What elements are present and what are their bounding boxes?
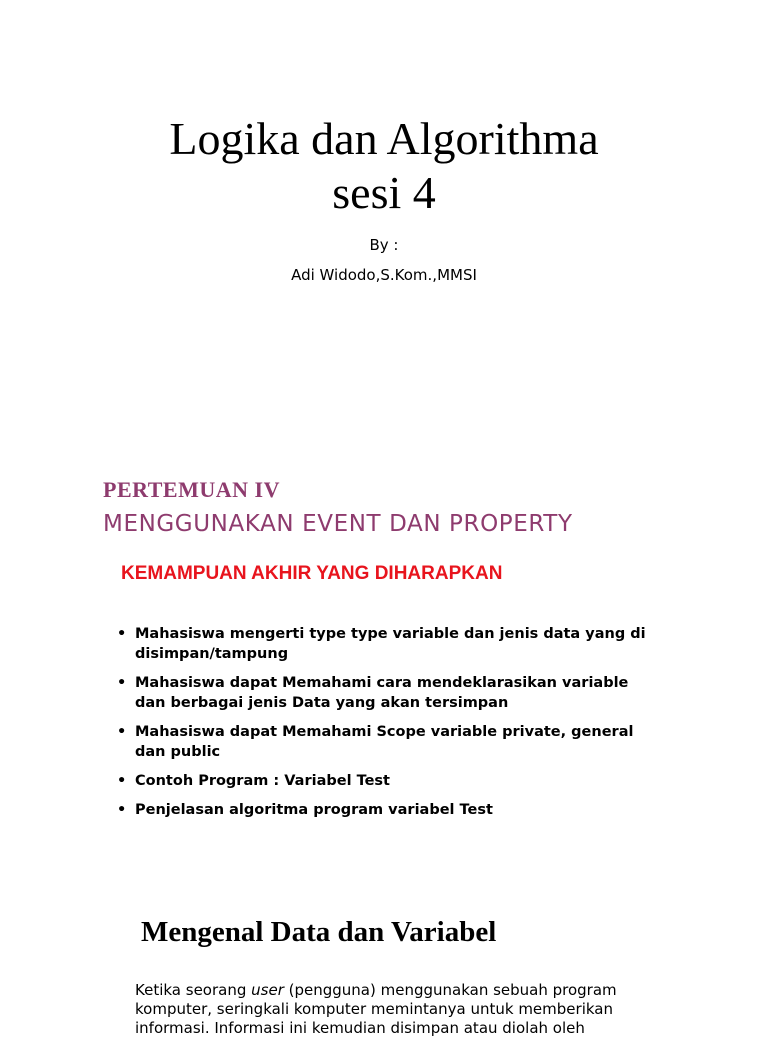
list-item bbox=[117, 673, 647, 713]
bullet-icon: • bbox=[117, 675, 127, 691]
slide-title-line-1: Logika dan Algorithma bbox=[169, 113, 599, 164]
list-item-text: Mahasiswa mengerti type type variable dan jenis data yang di disimpan/tampung bbox=[135, 626, 646, 662]
para-italic-term: user bbox=[251, 981, 284, 999]
objectives-slide bbox=[0, 440, 768, 880]
list-item-text: Mahasiswa dapat Memahami cara mendeklarasikan variable dan berbagai jenis Data yang akan tersimpan bbox=[135, 675, 629, 711]
bullet-icon: • bbox=[117, 773, 127, 789]
list-item bbox=[117, 624, 647, 664]
bullet-icon: • bbox=[117, 724, 127, 740]
bullet-icon: • bbox=[117, 802, 127, 818]
list-item bbox=[117, 722, 647, 762]
list-item-text: Contoh Program : Variabel Test bbox=[135, 773, 390, 789]
bullet-icon: • bbox=[117, 626, 127, 642]
objectives-heading: KEMAMPUAN AKHIR YANG DIHARAPKAN bbox=[121, 563, 503, 584]
body-paragraph bbox=[135, 981, 635, 1038]
slide-title-line-2: sesi 4 bbox=[332, 167, 436, 218]
list-item-text: Penjelasan algoritma program variabel Test bbox=[135, 802, 493, 818]
byline bbox=[0, 230, 768, 290]
author-name: Adi Widodo,S.Kom.,MMSI bbox=[291, 266, 477, 284]
list-item bbox=[117, 800, 647, 820]
para-prefix: Ketika seorang bbox=[135, 981, 252, 999]
meeting-number: PERTEMUAN IV bbox=[103, 477, 280, 502]
para-rest: (pengguna) menggunakan sebuah program komputer, seringkali komputer memintanya untuk memberikan informasi. Informasi ini kemudian disimpan atau diolah oleh bbox=[135, 981, 617, 1037]
list-item bbox=[117, 771, 647, 791]
slide-title bbox=[0, 112, 768, 220]
title-slide bbox=[0, 0, 768, 440]
meeting-topic: MENGGUNAKAN EVENT DAN PROPERTY bbox=[103, 511, 573, 537]
section-heading: Mengenal Data dan Variabel bbox=[141, 916, 497, 948]
content-slide bbox=[0, 880, 768, 1037]
by-label: By : bbox=[369, 236, 399, 254]
list-item-text: Mahasiswa dapat Memahami Scope variable private, general dan public bbox=[135, 724, 634, 760]
objectives-list bbox=[117, 624, 647, 829]
